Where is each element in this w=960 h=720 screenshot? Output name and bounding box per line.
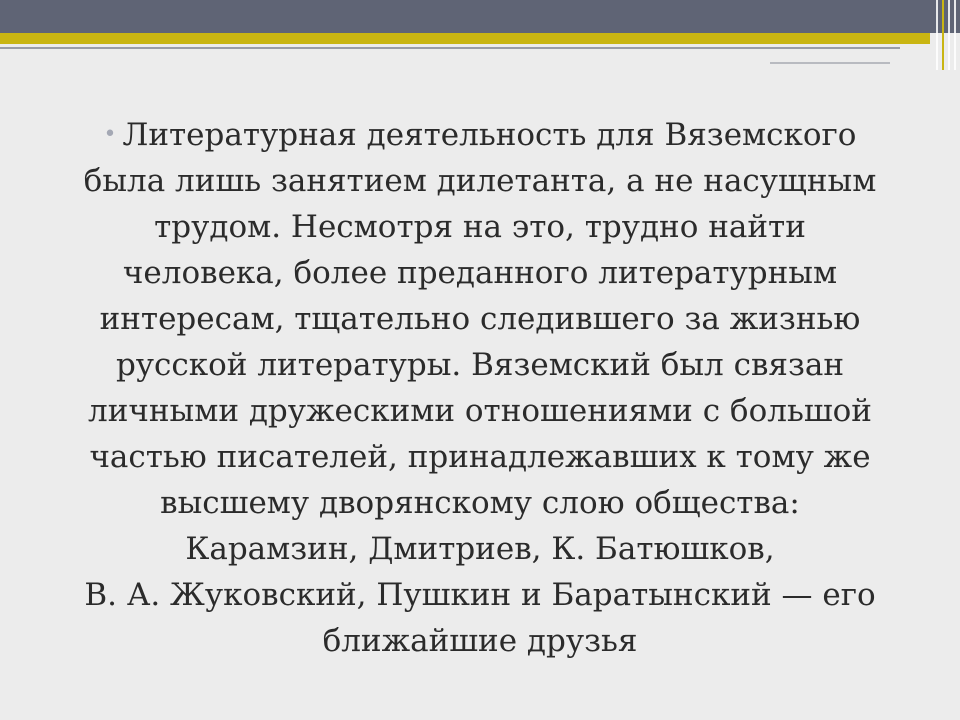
accent-band (0, 33, 930, 44)
text-line (40, 112, 920, 158)
bullet-text-block (40, 112, 920, 664)
header-rule-short (770, 62, 890, 64)
text-line: частью писателей, принадлежавших к тому же (89, 439, 871, 475)
corner-decoration (932, 0, 960, 70)
text-line: была лишь занятием дилетанта, а не насущным (83, 163, 877, 199)
header-rule (0, 47, 900, 49)
text-line: интересам, тщательно следившего за жизнью (99, 301, 861, 337)
header-band (0, 0, 960, 33)
text-line: личными дружескими отношениями с большой (88, 393, 872, 429)
text-line-content: Литературная деятельность для Вяземского (122, 117, 857, 153)
text-line: ближайшие друзья (322, 623, 638, 659)
text-line: В. А. Жуковский, Пушкин и Баратынский — его (84, 577, 876, 613)
text-line: Карамзин, Дмитриев, К. Батюшков, (185, 531, 775, 567)
text-line: человека, более преданного литературным (122, 255, 838, 291)
text-line: трудом. Несмотря на это, трудно найти (154, 209, 806, 245)
bullet-icon: • (103, 122, 117, 147)
text-line: высшему дворянскому слою общества: (160, 485, 800, 521)
text-line: русской литературы. Вяземский был связан (115, 347, 845, 383)
